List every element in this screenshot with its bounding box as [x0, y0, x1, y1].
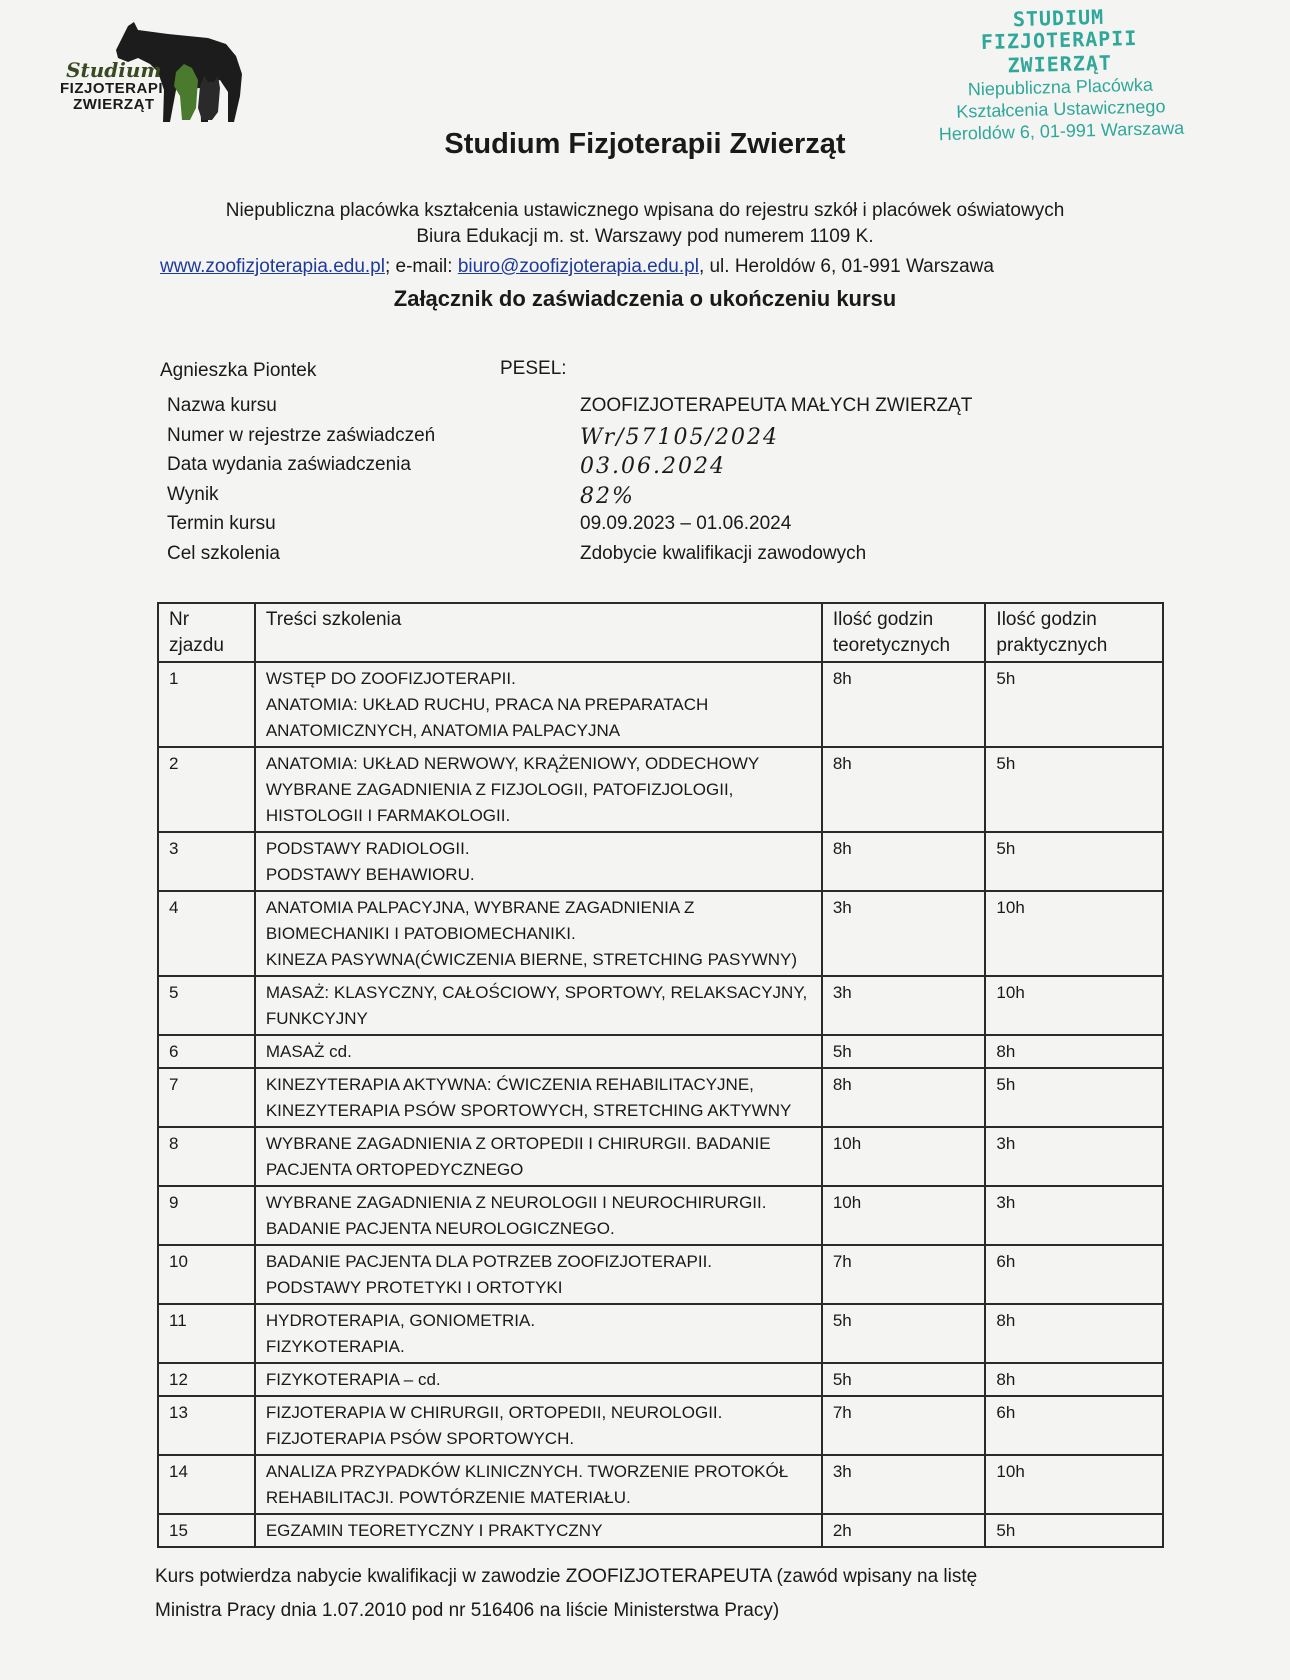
- table-row: [158, 891, 1163, 976]
- cell-practice-hours: 5h: [985, 1514, 1163, 1547]
- attachment-title: Załącznik do zaświadczenia o ukończeniu kursu: [393, 286, 897, 311]
- table-row: [158, 832, 1163, 891]
- table-row: [158, 1068, 1163, 1127]
- footer-line2: Ministra Pracy dnia 1.07.2010 pod nr 516406 na liście Ministerstwa Pracy): [155, 1600, 780, 1621]
- logo-line3: ZWIERZĄT: [73, 95, 155, 113]
- table-header-row: [158, 603, 1163, 662]
- cell-nr: 12: [158, 1363, 255, 1396]
- header-practice-hours: Ilość godzin praktycznych: [985, 603, 1163, 662]
- subtitle-line1: Niepubliczna placówka kształcenia ustawicznego wpisana do rejestru szkół i placówek oświatowych: [225, 200, 1065, 221]
- info-label: Termin kursu: [167, 513, 276, 534]
- table-row: [158, 747, 1163, 832]
- footer-note: [155, 1560, 977, 1628]
- info-value: ZOOFIZJOTERAPEUTA MAŁYCH ZWIERZĄT: [580, 395, 973, 416]
- table-row: [158, 1363, 1163, 1396]
- cell-theory-hours: 8h: [822, 662, 986, 747]
- stamp-line1: STUDIUM: [1012, 4, 1105, 32]
- stamp-line3: Niepubliczna Placówka: [967, 74, 1154, 100]
- footer-line1: Kurs potwierdza nabycie kwalifikacji w zawodzie ZOOFIZJOTERAPEUTA (zawód wpisany na listę: [155, 1566, 978, 1587]
- header-nr: Nr zjazdu: [158, 603, 255, 662]
- logo-line2: FIZJOTERAPII: [60, 80, 168, 97]
- cell-practice-hours: 8h: [985, 1363, 1163, 1396]
- cell-nr: 8: [158, 1127, 255, 1186]
- cell-practice-hours: 5h: [985, 662, 1163, 747]
- cell-content: FIZYKOTERAPIA – cd.: [255, 1363, 822, 1396]
- cell-practice-hours: 6h: [985, 1245, 1163, 1304]
- cell-nr: 3: [158, 832, 255, 891]
- cell-content: WYBRANE ZAGADNIENIA Z ORTOPEDII I CHIRURGII. BADANIE PACJENTA ORTOPEDYCZNEGO: [255, 1127, 822, 1186]
- cell-nr: 9: [158, 1186, 255, 1245]
- table-row: [158, 1396, 1163, 1455]
- cell-theory-hours: 10h: [822, 1127, 986, 1186]
- cell-theory-hours: 7h: [822, 1245, 986, 1304]
- table-row: [158, 1127, 1163, 1186]
- cell-nr: 6: [158, 1035, 255, 1068]
- cell-content: HYDROTERAPIA, GONIOMETRIA. FIZYKOTERAPIA.: [255, 1304, 822, 1363]
- cell-content: ANALIZA PRZYPADKÓW KLINICZNYCH. TWORZENIE PROTOKÓŁ REHABILITACJI. POWTÓRZENIE MATERIAŁU.: [255, 1455, 822, 1514]
- cell-nr: 13: [158, 1396, 255, 1455]
- email-prefix: ; e-mail:: [384, 256, 458, 277]
- cell-content: PODSTAWY RADIOLOGII. PODSTAWY BEHAWIORU.: [255, 832, 822, 891]
- table-row: [158, 1455, 1163, 1514]
- cell-content: WSTĘP DO ZOOFIZJOTERAPII. ANATOMIA: UKŁAD RUCHU, PRACA NA PREPARATACH ANATOMICZNYCH, ANATOMIA PALPACYJNA: [255, 662, 822, 747]
- stamp-line4: Kształcenia Ustawicznego: [956, 96, 1166, 122]
- cell-theory-hours: 7h: [822, 1396, 986, 1455]
- info-label: Numer w rejestrze zaświadczeń: [167, 424, 436, 446]
- info-value: Zdobycie kwalifikacji zawodowych: [580, 542, 867, 564]
- email-link[interactable]: biuro@zoofizjoterapia.edu.pl: [457, 256, 699, 277]
- cell-content: KINEZYTERAPIA AKTYWNA: ĆWICZENIA REHABILITACYJNE, KINEZYTERAPIA PSÓW SPORTOWYCH, STRETCHING AKTYWNY: [255, 1068, 822, 1127]
- table-body: [158, 662, 1163, 1547]
- logo-script-text: Studium: [66, 58, 162, 82]
- cell-nr: 15: [158, 1514, 255, 1547]
- cell-nr: 14: [158, 1455, 255, 1514]
- cell-theory-hours: 5h: [822, 1304, 986, 1363]
- logo-text: [60, 60, 168, 113]
- pesel-label: PESEL:: [500, 358, 567, 379]
- table-row: [158, 976, 1163, 1035]
- page-title: Studium Fizjoterapii Zwierząt: [444, 128, 846, 160]
- cell-nr: 10: [158, 1245, 255, 1304]
- cell-practice-hours: 3h: [985, 1127, 1163, 1186]
- cell-content: WYBRANE ZAGADNIENIA Z NEUROLOGII I NEUROCHIRURGII. BADANIE PACJENTA NEUROLOGICZNEGO.: [255, 1186, 822, 1245]
- cell-theory-hours: 3h: [822, 1455, 986, 1514]
- website-link[interactable]: www.zoofizjoterapia.edu.pl: [160, 256, 385, 277]
- info-label: Data wydania zaświadczenia: [167, 454, 411, 475]
- cell-content: ANATOMIA PALPACYJNA, WYBRANE ZAGADNIENIA Z BIOMECHANIKI I PATOBIOMECHANIKI. KINEZA PASYWNA(ĆWICZENIA BIERNE, STRETCHING PASYWNY): [255, 891, 822, 976]
- cell-practice-hours: 6h: [985, 1396, 1163, 1455]
- header-theory-hours: Ilość godzin teoretycznych: [822, 603, 986, 662]
- institution-description: [0, 198, 1290, 250]
- table-row: [158, 1245, 1163, 1304]
- cell-practice-hours: 3h: [985, 1186, 1163, 1245]
- contact-line: [160, 256, 994, 278]
- cell-content: MASAŻ cd.: [255, 1035, 822, 1068]
- cell-nr: 5: [158, 976, 255, 1035]
- info-value: 03.06.2024: [580, 454, 726, 479]
- cell-content: ANATOMIA: UKŁAD NERWOWY, KRĄŻENIOWY, ODDECHOWY WYBRANE ZAGADNIENIA Z FIZJOLOGII, PATOFIZJOLOGII, HISTOLOGII I FARMAKOLOGII.: [255, 747, 822, 832]
- table-row: [158, 1186, 1163, 1245]
- cell-practice-hours: 5h: [985, 747, 1163, 832]
- info-value: 82%: [580, 483, 635, 509]
- cell-content: EGZAMIN TEORETYCZNY I PRAKTYCZNY: [255, 1514, 822, 1547]
- info-value: Wr/57105/2024: [580, 424, 779, 450]
- cell-practice-hours: 8h: [985, 1035, 1163, 1068]
- cell-theory-hours: 5h: [822, 1363, 986, 1396]
- cell-content: MASAŻ: KLASYCZNY, CAŁOŚCIOWY, SPORTOWY, RELAKSACYJNY, FUNKCYJNY: [255, 976, 822, 1035]
- school-logo: [58, 12, 268, 127]
- student-name: Agnieszka Piontek: [160, 360, 317, 381]
- cell-content: FIZJOTERAPIA W CHIRURGII, ORTOPEDII, NEUROLOGII. FIZJOTERAPIA PSÓW SPORTOWYCH.: [255, 1396, 822, 1455]
- table-row: [158, 1304, 1163, 1363]
- course-schedule-table: [157, 602, 1164, 1548]
- stamp-line5: Heroldów 6, 01-991 Warszawa: [938, 117, 1185, 145]
- stamp-line2: FIZJOTERAPII ZWIERZĄT: [980, 25, 1138, 78]
- address-text: , ul. Heroldów 6, 01-991 Warszawa: [698, 256, 994, 277]
- cell-content: BADANIE PACJENTA DLA POTRZEB ZOOFIZJOTERAPII. PODSTAWY PROTETYKI I ORTOTYKI: [255, 1245, 822, 1304]
- table-row: [158, 662, 1163, 747]
- cell-practice-hours: 10h: [985, 1455, 1163, 1514]
- cell-nr: 7: [158, 1068, 255, 1127]
- cell-practice-hours: 10h: [985, 976, 1163, 1035]
- cell-theory-hours: 8h: [822, 1068, 986, 1127]
- cell-practice-hours: 10h: [985, 891, 1163, 976]
- cell-theory-hours: 8h: [822, 832, 986, 891]
- subtitle-line2: Biura Edukacji m. st. Warszawy pod numerem 1109 K.: [416, 226, 874, 247]
- info-label: Cel szkolenia: [167, 542, 280, 564]
- info-label: Wynik: [167, 483, 219, 505]
- cell-theory-hours: 10h: [822, 1186, 986, 1245]
- table-row: [158, 1514, 1163, 1547]
- institution-stamp: [923, 2, 1196, 145]
- cell-nr: 4: [158, 891, 255, 976]
- cell-theory-hours: 2h: [822, 1514, 986, 1547]
- cell-nr: 2: [158, 747, 255, 832]
- cell-nr: 1: [158, 662, 255, 747]
- cell-theory-hours: 3h: [822, 891, 986, 976]
- cell-theory-hours: 8h: [822, 747, 986, 832]
- info-label: Nazwa kursu: [167, 395, 277, 416]
- info-value: 09.09.2023 – 01.06.2024: [580, 513, 792, 534]
- table-row: [158, 1035, 1163, 1068]
- cell-nr: 11: [158, 1304, 255, 1363]
- cell-theory-hours: 5h: [822, 1035, 986, 1068]
- header-content: Treści szkolenia: [255, 603, 822, 662]
- cell-practice-hours: 8h: [985, 1304, 1163, 1363]
- cell-practice-hours: 5h: [985, 832, 1163, 891]
- cell-theory-hours: 3h: [822, 976, 986, 1035]
- cell-practice-hours: 5h: [985, 1068, 1163, 1127]
